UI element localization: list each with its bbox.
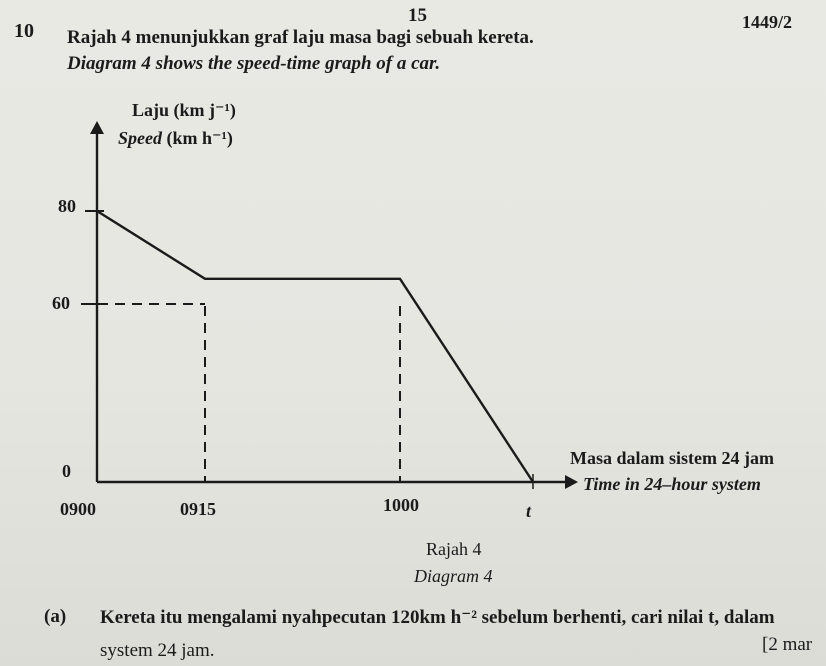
x-axis-label-english: Time in 24–hour system: [583, 474, 761, 494]
x-tick-t: t: [526, 501, 532, 521]
y-axis-label-english-unit: (km h⁻¹): [162, 128, 233, 148]
y-tick-80: 80: [58, 196, 76, 216]
y-tick-0: 0: [62, 461, 71, 481]
diagram-caption-english: Diagram 4: [414, 566, 493, 586]
part-a-text: Kereta itu mengalami nyahpecutan 120km h⁻² sebelum berhenti, cari nilai t, dalam: [100, 607, 775, 628]
y-axis-label-malay: Laju (km j⁻¹): [132, 100, 236, 120]
x-tick-1000: 1000: [383, 495, 419, 515]
diagram-caption-malay: Rajah 4: [426, 539, 482, 559]
y-axis-label-english-word: Speed: [118, 128, 162, 148]
question-text-malay: Rajah 4 menunjukkan graf laju masa bagi sebuah kereta.: [67, 27, 534, 48]
page-number: 15: [408, 5, 427, 26]
y-axis-arrow-icon: [90, 121, 104, 134]
x-tick-0915: 0915: [180, 499, 216, 519]
x-tick-0900: 0900: [60, 499, 96, 519]
part-a-text-continued: system 24 jam.: [100, 640, 215, 661]
question-text-english: Diagram 4 shows the speed-time graph of a car.: [67, 53, 441, 74]
paper-code: 1449/2: [742, 12, 793, 32]
y-tick-60: 60: [52, 293, 70, 313]
question-number: 10: [14, 20, 34, 42]
speed-line: [97, 211, 533, 482]
x-axis-label-malay: Masa dalam sistem 24 jam: [570, 448, 774, 468]
marks-label: [2 mar: [762, 634, 813, 655]
x-axis-arrow-icon: [565, 475, 578, 489]
part-a-label: (a): [44, 606, 67, 627]
